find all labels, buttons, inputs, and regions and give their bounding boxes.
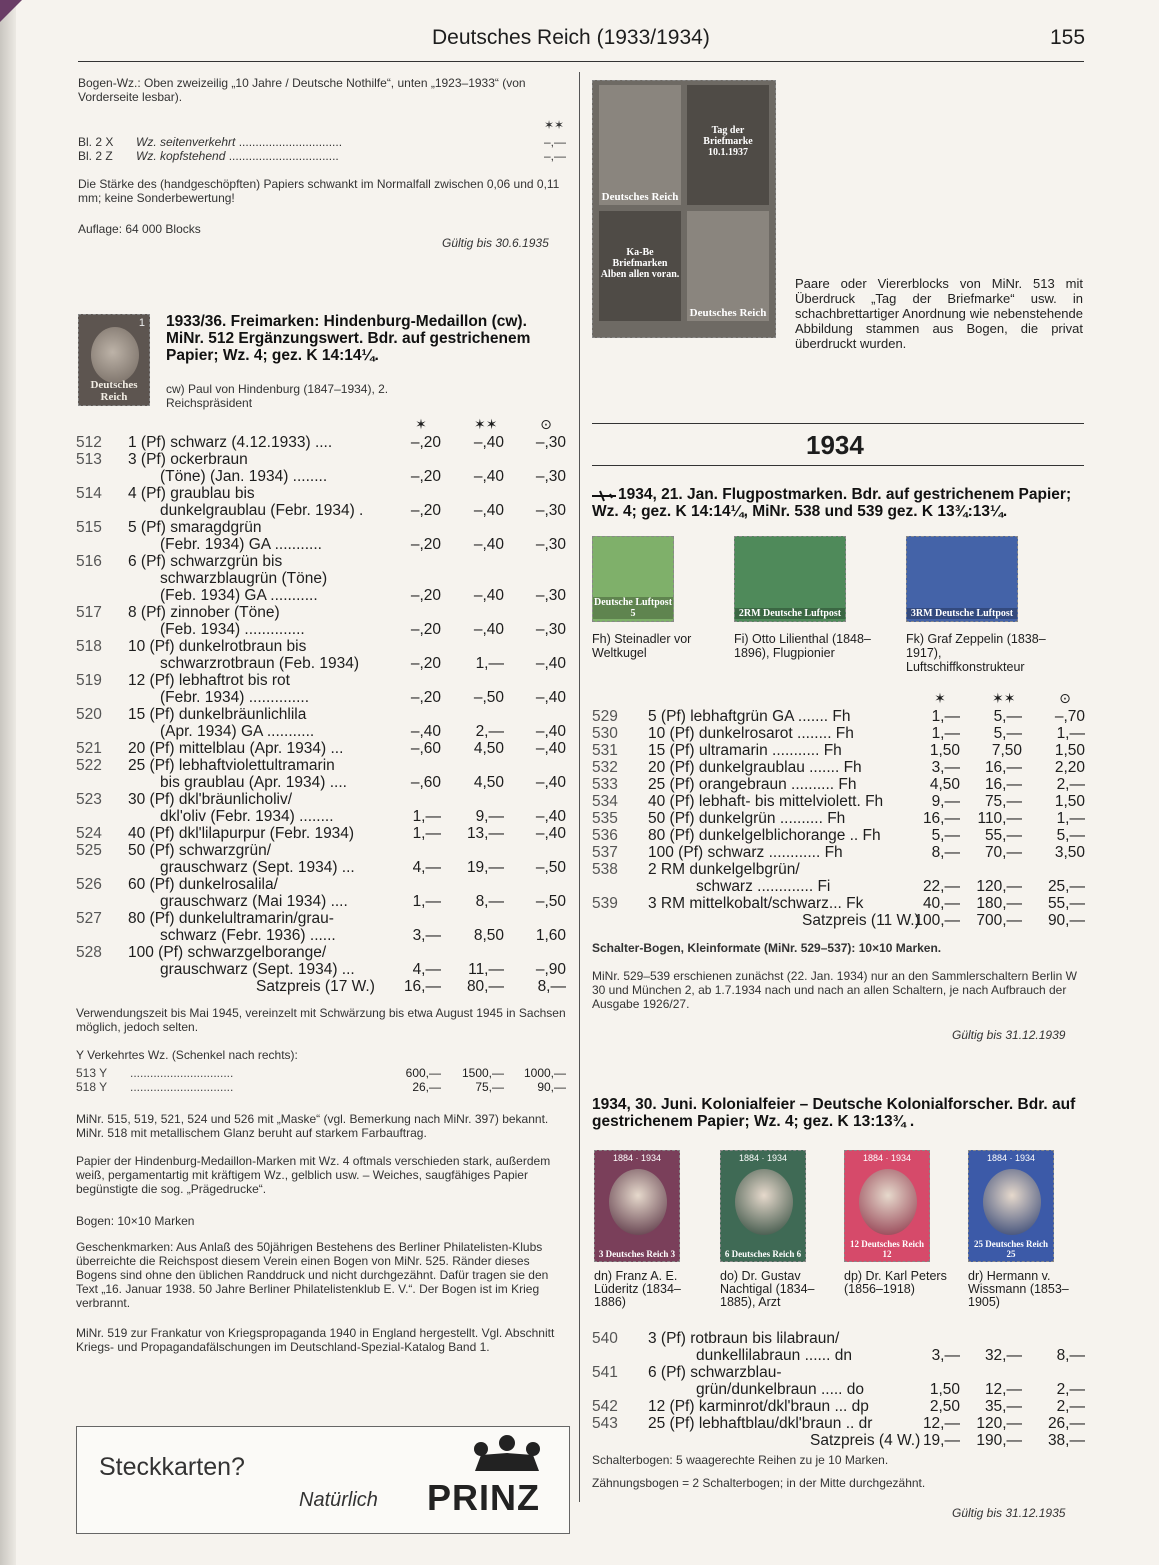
kolonial-stamp-label: 6 Deutsches Reich 6 [724, 1249, 802, 1259]
price-value: –,40 [535, 740, 566, 757]
price-value: 3,— [931, 759, 960, 776]
price-value: 4,50 [473, 740, 504, 757]
catalogue-number: 515 [76, 519, 102, 536]
item-description: 3 (Pf) rotbraun bis lilabraun/ [648, 1330, 840, 1347]
kolonial-stamp-label: 25 Deutsches Reich 25 [974, 1239, 1048, 1259]
y-price-value: 1500,— [461, 1066, 504, 1080]
y-price-value: 600,— [405, 1066, 441, 1080]
gueltig-1935: Gültig bis 31.12.1935 [952, 1506, 1066, 1520]
price-value: –,40 [535, 825, 566, 842]
paare-note: Paare oder Viererblocks von MiNr. 513 mit Überdruck „Tag der Briefmarke“ usw. in schachbrettartiger Anordnung wie nebenstehende Abbildung stammen aus Bogen, die privat überdruckt wurden. [795, 276, 1083, 351]
catalogue-number: 521 [76, 740, 102, 757]
price-value: –,40 [473, 587, 504, 604]
prinz-logo: PRINZ [427, 1477, 540, 1518]
flugpost-stamp [906, 536, 1018, 622]
price-value: 70,— [984, 844, 1022, 861]
item-description: schwarz (Febr. 1936) ...... [160, 927, 336, 944]
price-value: –,40 [535, 655, 566, 672]
column-heading: ✶ [934, 690, 946, 706]
price-value: –,40 [410, 723, 441, 740]
kolonial-stamp [844, 1150, 930, 1262]
satzpreis-value: 80,— [466, 978, 504, 995]
price-value: 40,— [922, 895, 960, 912]
item-description: schwarzblaugrün (Töne) [160, 570, 328, 587]
item-description: 15 (Pf) dunkelbräunlichlila [128, 706, 307, 723]
price-value: 1,50 [929, 1381, 960, 1398]
catalogue-number: 512 [76, 434, 102, 451]
item-description: 6 (Pf) schwarzblau- [648, 1364, 782, 1381]
price-value: –,40 [535, 723, 566, 740]
item-description: 1 (Pf) schwarz (4.12.1933) .... [128, 434, 333, 451]
satzpreis-value: 38,— [1047, 1432, 1085, 1449]
price-value: 22,— [922, 878, 960, 895]
rule-above-year [592, 423, 1084, 424]
column-heading: ⊙ [540, 416, 552, 432]
corner-mark [0, 0, 22, 22]
price-value: 35,— [984, 1398, 1022, 1415]
price-value: –,20 [410, 468, 441, 485]
flugpost-stamp [734, 536, 846, 622]
medallion-portrait [91, 327, 139, 383]
item-description: (Feb. 1934) .............. [160, 621, 305, 638]
page-title: Deutsches Reich (1933/1934) [432, 26, 710, 49]
satzpreis-value: 700,— [976, 912, 1022, 929]
catalogue-number: 519 [76, 672, 102, 689]
price-value: 1,50 [929, 742, 960, 759]
portrait [735, 1169, 793, 1235]
flugpost-heading: 1934, 21. Jan. Flugpostmarken. Bdr. auf gestrichenem Papier; Wz. 4; gez. K 14:14¼, MiNr. 538 und 539 gez. K 13¾:13¼. [592, 486, 1072, 520]
price-value: 5,— [1056, 827, 1085, 844]
column-heading: ✶✶ [992, 690, 1016, 706]
price-value: 12,— [922, 1415, 960, 1432]
item-description: 20 (Pf) dunkelgraublau ....... Fh [648, 759, 862, 776]
price-value: –,20 [410, 655, 441, 672]
kolonial-stamp-label: 3 Deutsches Reich 3 [598, 1249, 676, 1259]
catalogue-number: 514 [76, 485, 102, 502]
zaehnung-note: Zähnungsbogen = 2 Schalterbogen; in der Mitte durchgezähnt. [592, 1476, 926, 1490]
item-description: 3 (Pf) ockerbraun [128, 451, 248, 468]
kolonial-stamp-label: 12 Deutsches Reich 12 [850, 1239, 924, 1259]
item-description: 10 (Pf) dunkelrotbraun bis [128, 638, 307, 655]
price-value: 1,— [931, 725, 960, 742]
advert-headline: Steckkarten? [99, 1453, 245, 1481]
item-description: grün/dunkelbraun ..... do [696, 1381, 865, 1398]
price-value: –,40 [473, 621, 504, 638]
item-description: 20 (Pf) mittelblau (Apr. 1934) ... [128, 740, 344, 757]
price-value: 26,— [1047, 1415, 1085, 1432]
price-value: –,30 [535, 468, 566, 485]
kolonial-stamp-years: 1884 · 1934 [862, 1153, 912, 1163]
satzpreis-value: 190,— [976, 1432, 1022, 1449]
schalter-note: Schalter-Bogen, Kleinformate (MiNr. 529–537): 10×10 Marken. [592, 941, 942, 955]
bl2x-text: Wz. seitenverkehrt [136, 135, 236, 149]
stamp-label: Deutsches Reich [90, 379, 138, 403]
flugpost-caption: Fi) Otto Lilienthal (1848–1896), Flugpionier [734, 632, 871, 660]
erschienen-note: MiNr. 529–539 erschienen zunächst (22. Jan. 1934) nur an den Sammlerschaltern Berlin W 30 und München 2, ab 1.7.1934 nach und nach an allen Schaltern, je nach Aufbrauch der Ausgabe 1926/27. [592, 969, 1077, 1011]
page-edge [0, 0, 16, 1565]
price-value: 9,— [475, 808, 504, 825]
item-description: 80 (Pf) dunkelgelblichorange .. Fh [648, 827, 881, 844]
catalogue-number: 517 [76, 604, 102, 621]
price-value: –,30 [535, 587, 566, 604]
satzpreis-label: Satzpreis (11 W.) [802, 912, 920, 929]
satzpreis-label: Satzpreis (4 W.) [810, 1432, 921, 1449]
catalogue-number: 524 [76, 825, 102, 842]
stamp-value: 1 [138, 317, 145, 329]
flugpost-caption: Fk) Graf Zeppelin (1838–1917), Luftschiffkonstrukteur [906, 632, 1046, 674]
price-value: –,70 [1054, 708, 1085, 725]
crown-icon [467, 1435, 547, 1479]
y-price-value: 75,— [475, 1080, 504, 1094]
item-description: 40 (Pf) lebhaft- bis mittelviolett. Fh [648, 793, 884, 810]
catalogue-number: 531 [592, 742, 618, 759]
price-value: –,30 [535, 536, 566, 553]
item-description: grauschwarz (Mai 1934) .... [160, 893, 348, 910]
catalogue-number: 539 [592, 895, 618, 912]
price-value: –,30 [535, 434, 566, 451]
kolonial-caption: dn) Franz A. E. Lüderitz (1834–1886) [594, 1269, 681, 1309]
catalogue-number: 528 [76, 944, 102, 961]
item-description: 50 (Pf) dunkelgrün .......... Fh [648, 810, 846, 827]
item-description: (Feb. 1934) GA ........... [160, 587, 318, 604]
price-value: –,60 [410, 774, 441, 791]
papier-note: Papier der Hindenburg-Medaillon-Marken mit Wz. 4 oftmals verschieden stark, außerdem weiß, pergamentartig mit kräftigem Wz., gelblich usw. – Weiches, saugfähiges Papier begünstigte die sog. „Prägedrucke“. [76, 1154, 551, 1196]
maske-note: MiNr. 515, 519, 521, 524 und 526 mit „Maske“ (vgl. Bemerkung nach MiNr. 397) bekannt. MiNr. 518 mit metallischem Glanz beruht auf starkem Farbauftrag. [76, 1112, 549, 1140]
price-value: 19,— [466, 859, 504, 876]
price-value: 7,50 [991, 742, 1022, 759]
item-description: 80 (Pf) dunkelultramarin/grau- [128, 910, 334, 927]
price-value: 8,50 [473, 927, 504, 944]
catalogue-number: 536 [592, 827, 618, 844]
item-description: grauschwarz (Sept. 1934) ... [160, 859, 355, 876]
kriegs-note: MiNr. 519 zur Frankatur von Kriegspropaganda 1940 in England hergestellt. Vgl. Abschnitt Kriegs- und Propagandafälschungen im Deutschland-Spezial-Katalog Band 1. [76, 1326, 555, 1354]
item-description: 60 (Pf) dunkelrosalila/ [128, 876, 278, 893]
item-description: (Töne) (Jan. 1934) ........ [160, 468, 328, 485]
tag-der-briefmarke-block-image [592, 80, 776, 338]
bl2x-code: Bl. 2 X [78, 135, 114, 149]
catalogue-number: 518 [76, 638, 102, 655]
stars-header: ✶✶ [544, 118, 565, 132]
bl2z-text: Wz. kopfstehend [136, 149, 226, 163]
kolonial-stamp-years: 1884 · 1934 [986, 1153, 1036, 1163]
price-value: 8,— [931, 844, 960, 861]
price-value: –,30 [535, 621, 566, 638]
price-value: 4,— [412, 859, 441, 876]
issue-heading-1933: 1933/36. Freimarken: Hindenburg-Medaillon (cw). MiNr. 512 Ergänzungswert. Bdr. auf gestrichenem Papier; Wz. 4; gez. K 14:14¼. [166, 313, 531, 364]
header-rule [78, 61, 1084, 62]
catalogue-number: 530 [592, 725, 618, 742]
price-value: 2,— [1056, 1381, 1085, 1398]
item-description: 40 (Pf) dkl'lilapurpur (Febr. 1934) [128, 825, 355, 842]
bl2z-row: Bl. 2 Z Wz. kopfstehend ................................. –,— [78, 149, 566, 163]
column-heading: ⊙ [1059, 690, 1071, 706]
kolonial-caption: dr) Hermann v. Wissmann (1853–1905) [968, 1269, 1069, 1309]
item-description: 50 (Pf) schwarzgrün/ [128, 842, 271, 859]
item-description: 12 (Pf) karminrot/dkl'braun ... dp [648, 1398, 869, 1415]
price-value: –,20 [410, 689, 441, 706]
price-value: –,20 [410, 502, 441, 519]
catalogue-number: 513 [76, 451, 102, 468]
price-value: –,40 [535, 808, 566, 825]
auflage: Auflage: 64 000 Blocks [78, 222, 201, 236]
item-description: 25 (Pf) lebhaftviolettultramarin [128, 757, 335, 774]
catalogue-number: 535 [592, 810, 618, 827]
y-price-value: 90,— [537, 1080, 566, 1094]
block-stamp-4: Deutsches Reich [687, 211, 769, 321]
portrait [859, 1169, 917, 1235]
catalogue-number: 541 [592, 1364, 618, 1381]
price-value: 5,— [931, 827, 960, 844]
hindenburg-stamp-image [78, 314, 150, 406]
price-value: –,20 [410, 536, 441, 553]
price-value: 1,50 [1054, 742, 1085, 759]
satzpreis-value: 19,— [922, 1432, 960, 1449]
price-value: 4,— [412, 961, 441, 978]
item-description: dkl'oliv (Febr. 1934) ........ [160, 808, 334, 825]
block-stamp-1: Deutsches Reich [599, 85, 681, 205]
item-description: 2 RM dunkelgelbgrün/ [648, 861, 800, 878]
leader-dots: ............................... [130, 1080, 234, 1094]
price-value: –,50 [473, 689, 504, 706]
leader-dots: ............................... [130, 1066, 234, 1080]
price-value: 16,— [922, 810, 960, 827]
item-description: bis graublau (Apr. 1934) .... [160, 774, 347, 791]
price-value: 1,— [412, 825, 441, 842]
y-heading: Y Verkehrtes Wz. (Schenkel nach rechts): [76, 1048, 298, 1062]
catalogue-number: 522 [76, 757, 102, 774]
item-description: dunkelgraublau (Febr. 1934) . [160, 502, 364, 519]
price-value: 12,— [984, 1381, 1022, 1398]
catalogue-number: 534 [592, 793, 618, 810]
advert-subline: Natürlich [299, 1489, 378, 1511]
price-value: 2,— [475, 723, 504, 740]
kolonial-stamp [594, 1150, 680, 1262]
catalogue-number: 532 [592, 759, 618, 776]
price-value: –,40 [473, 502, 504, 519]
flugpost-stamp-label: Deutsche Luftpost 5 [593, 597, 673, 619]
price-value: –,40 [473, 536, 504, 553]
gueltig-1939: Gültig bis 31.12.1939 [952, 1028, 1066, 1042]
flugpost-stamp-label: 3RM Deutsche Luftpost [907, 608, 1017, 619]
catalogue-number: 538 [592, 861, 618, 878]
prinz-advert [76, 1426, 570, 1534]
price-value: –,20 [410, 434, 441, 451]
bl2x-value: –,— [543, 135, 566, 149]
item-description: 5 (Pf) smaragdgrün [128, 519, 262, 536]
kolonial-stamp-years: 1884 · 1934 [612, 1153, 662, 1163]
verwendung-note: Verwendungszeit bis Mai 1945, vereinzelt mit Schwärzung bis etwa August 1945 in Sachsen möglich, jedoch selten. [76, 1006, 566, 1034]
price-value: 55,— [984, 827, 1022, 844]
price-value: 1,— [1056, 810, 1085, 827]
price-value: 8,— [475, 893, 504, 910]
item-description: (Apr. 1934) GA ........... [160, 723, 315, 740]
price-value: 1,— [931, 708, 960, 725]
price-value: 55,— [1047, 895, 1085, 912]
kolonial-stamp [720, 1150, 806, 1262]
portrait [983, 1169, 1041, 1235]
catalogue-number: 523 [76, 791, 102, 808]
kolonial-heading: 1934, 30. Juni. Kolonialfeier – Deutsche Kolonialforscher. Bdr. auf gestrichenem Papier; Wz. 4; gez. K 13:13¾ . [592, 1096, 1076, 1130]
satzpreis-value: 90,— [1047, 912, 1085, 929]
price-value: 4,50 [473, 774, 504, 791]
price-value: 110,— [977, 810, 1022, 827]
bl2z-value: –,— [543, 149, 566, 163]
price-value: 1,— [412, 808, 441, 825]
price-value: 180,— [976, 895, 1022, 912]
price-value: 25,— [1047, 878, 1085, 895]
price-value: 2,— [1056, 1398, 1085, 1415]
item-description: 25 (Pf) orangebraun .......... Fh [648, 776, 857, 793]
price-value: 9,— [931, 793, 960, 810]
satzpreis-value: 16,— [403, 978, 441, 995]
price-value: 3,— [412, 927, 441, 944]
price-value: 16,— [984, 759, 1022, 776]
catalogue-number: 529 [592, 708, 618, 725]
price-value: 2,50 [929, 1398, 960, 1415]
price-value: 4,50 [929, 776, 960, 793]
price-value: 11,— [468, 961, 504, 978]
column-heading: ✶✶ [474, 416, 498, 432]
gueltig-note: Gültig bis 30.6.1935 [442, 236, 549, 250]
price-value: –,90 [535, 961, 566, 978]
column-heading: ✶ [415, 416, 427, 432]
price-value: 120,— [976, 878, 1022, 895]
price-value: 1,— [1056, 725, 1085, 742]
flugpost-stamp [592, 536, 674, 622]
kolonial-caption: do) Dr. Gustav Nachtigal (1834–1885), Arzt [720, 1269, 815, 1309]
geschenk-note: Geschenkmarken: Aus Anlaß des 50jährigen Bestehens des Berliner Philatelisten-Klubs überreichte die Reichspost diesem Verein einen Bogen von MiNr. 525. Ränder dieses Bogens sind ohne den üblichen Randdruck und nicht durchgezähnt. Dafür tragen sie den Text „16. Januar 1938. 50 Jahre Berliner Philatelistenklub E. V.“. Der Bogen ist im Krieg verbrannt. [76, 1240, 549, 1310]
kolonial-stamp [968, 1150, 1054, 1262]
item-description: schwarzrotbraun (Feb. 1934) [160, 655, 360, 672]
price-value: –,40 [535, 774, 566, 791]
hindenburg-caption: cw) Paul von Hindenburg (1847–1934), 2. Reichspräsident [166, 382, 389, 410]
catalogue-number: 527 [76, 910, 102, 927]
bl2z-code: Bl. 2 Z [78, 149, 113, 163]
block-stamp-2: Tag der Briefmarke 10.1.1937 [687, 85, 769, 205]
price-value: 3,— [931, 1347, 960, 1364]
bl2x-row: Bl. 2 X Wz. seitenverkehrt ............................... –,— [78, 135, 566, 149]
price-value: 1,— [412, 893, 441, 910]
column-divider [579, 72, 580, 1502]
year-heading: 1934 [806, 430, 864, 460]
price-value: 3,50 [1054, 844, 1085, 861]
flugpost-caption: Fh) Steinadler vor Weltkugel [592, 632, 692, 660]
item-description: (Febr. 1934) .............. [160, 689, 310, 706]
item-description: 5 (Pf) lebhaftgrün GA ....... Fh [648, 708, 851, 725]
catalogue-number: 516 [76, 553, 102, 570]
staerke-note: Die Stärke des (handgeschöpften) Papiers schwankt im Normalfall zwischen 0,06 und 0,11 mm; keine Sonderbewertung! [78, 177, 560, 205]
schalterbogen-note: Schalterbogen: 5 waagerechte Reihen zu je 10 Marken. [592, 1453, 889, 1467]
y-catalogue-number: 518 Y [76, 1080, 108, 1094]
kolonial-caption: dp) Dr. Karl Peters (1856–1918) [844, 1269, 947, 1296]
price-value: 16,— [984, 776, 1022, 793]
item-description: 30 (Pf) dkl'bräunlicholiv/ [128, 791, 293, 808]
kolonial-stamp-years: 1884 · 1934 [738, 1153, 788, 1163]
price-value: 13,— [466, 825, 504, 842]
item-description: 6 (Pf) schwarzgrün bis [128, 553, 283, 570]
price-value: 32,— [984, 1347, 1022, 1364]
price-value: –,30 [535, 502, 566, 519]
item-description: (Febr. 1934) GA ........... [160, 536, 322, 553]
satzpreis-value: 100,— [914, 912, 960, 929]
satzpreis-label: Satzpreis (17 W.) [256, 978, 375, 995]
item-description: 100 (Pf) schwarz ............ Fh [648, 844, 843, 861]
block-stamp-3: Ka-Be Briefmarken Alben allen voran. [599, 211, 681, 321]
satzpreis-value: 8,— [537, 978, 566, 995]
price-value: 1,60 [535, 927, 566, 944]
item-description: grauschwarz (Sept. 1934) ... [160, 961, 355, 978]
item-description: schwarz ............. Fi [696, 878, 831, 895]
catalogue-number: 533 [592, 776, 618, 793]
price-value: 8,— [1056, 1347, 1085, 1364]
item-description: 25 (Pf) lebhaftblau/dkl'braun .. dr [648, 1415, 873, 1432]
price-value: 5,— [993, 708, 1022, 725]
catalogue-number: 520 [76, 706, 102, 723]
price-value: –,20 [410, 621, 441, 638]
price-value: –,40 [473, 434, 504, 451]
item-description: 4 (Pf) graublau bis [128, 485, 255, 502]
price-value: 5,— [993, 725, 1022, 742]
item-description: 15 (Pf) ultramarin ........... Fh [648, 742, 842, 759]
catalogue-number: 537 [592, 844, 618, 861]
catalogue-number: 542 [592, 1398, 618, 1415]
bogen-note: Bogen: 10×10 Marken [76, 1214, 195, 1228]
page-number: 155 [1050, 26, 1086, 49]
price-value: 1,— [475, 655, 504, 672]
price-value: 2,— [1056, 776, 1085, 793]
price-value: 2,20 [1054, 759, 1085, 776]
item-description: 100 (Pf) schwarzgelborange/ [128, 944, 327, 961]
rule-below-year [592, 465, 1084, 466]
y-price-value: 26,— [412, 1080, 441, 1094]
price-value: 120,— [976, 1415, 1022, 1432]
y-catalogue-number: 513 Y [76, 1066, 108, 1080]
price-value: –,40 [473, 468, 504, 485]
price-value: –,40 [535, 689, 566, 706]
item-description: 10 (Pf) dunkelrosarot ........ Fh [648, 725, 854, 742]
catalogue-number: 540 [592, 1330, 618, 1347]
price-value: –,50 [535, 859, 566, 876]
price-value: –,50 [535, 893, 566, 910]
item-description: 8 (Pf) zinnober (Töne) [128, 604, 280, 621]
price-value: –,20 [410, 587, 441, 604]
price-value: 1,50 [1054, 793, 1085, 810]
bogen-wz-note: Bogen-Wz.: Oben zweizeilig „10 Jahre / Deutsche Nothilfe“, unten „1923–1933“ (von Vorderseite lesbar). [78, 76, 526, 104]
catalogue-number: 525 [76, 842, 102, 859]
portrait [609, 1169, 667, 1235]
catalogue-number: 526 [76, 876, 102, 893]
y-price-value: 1000,— [523, 1066, 566, 1080]
item-description: dunkellilabraun ...... dn [696, 1347, 852, 1364]
item-description: 3 RM mittelkobalt/schwarz... Fk [648, 895, 864, 912]
flugpost-stamp-label: 2RM Deutsche Luftpost [735, 608, 845, 619]
catalogue-number: 543 [592, 1415, 618, 1432]
price-value: 75,— [984, 793, 1022, 810]
price-value: –,60 [410, 740, 441, 757]
item-description: 12 (Pf) lebhaftrot bis rot [128, 672, 290, 689]
